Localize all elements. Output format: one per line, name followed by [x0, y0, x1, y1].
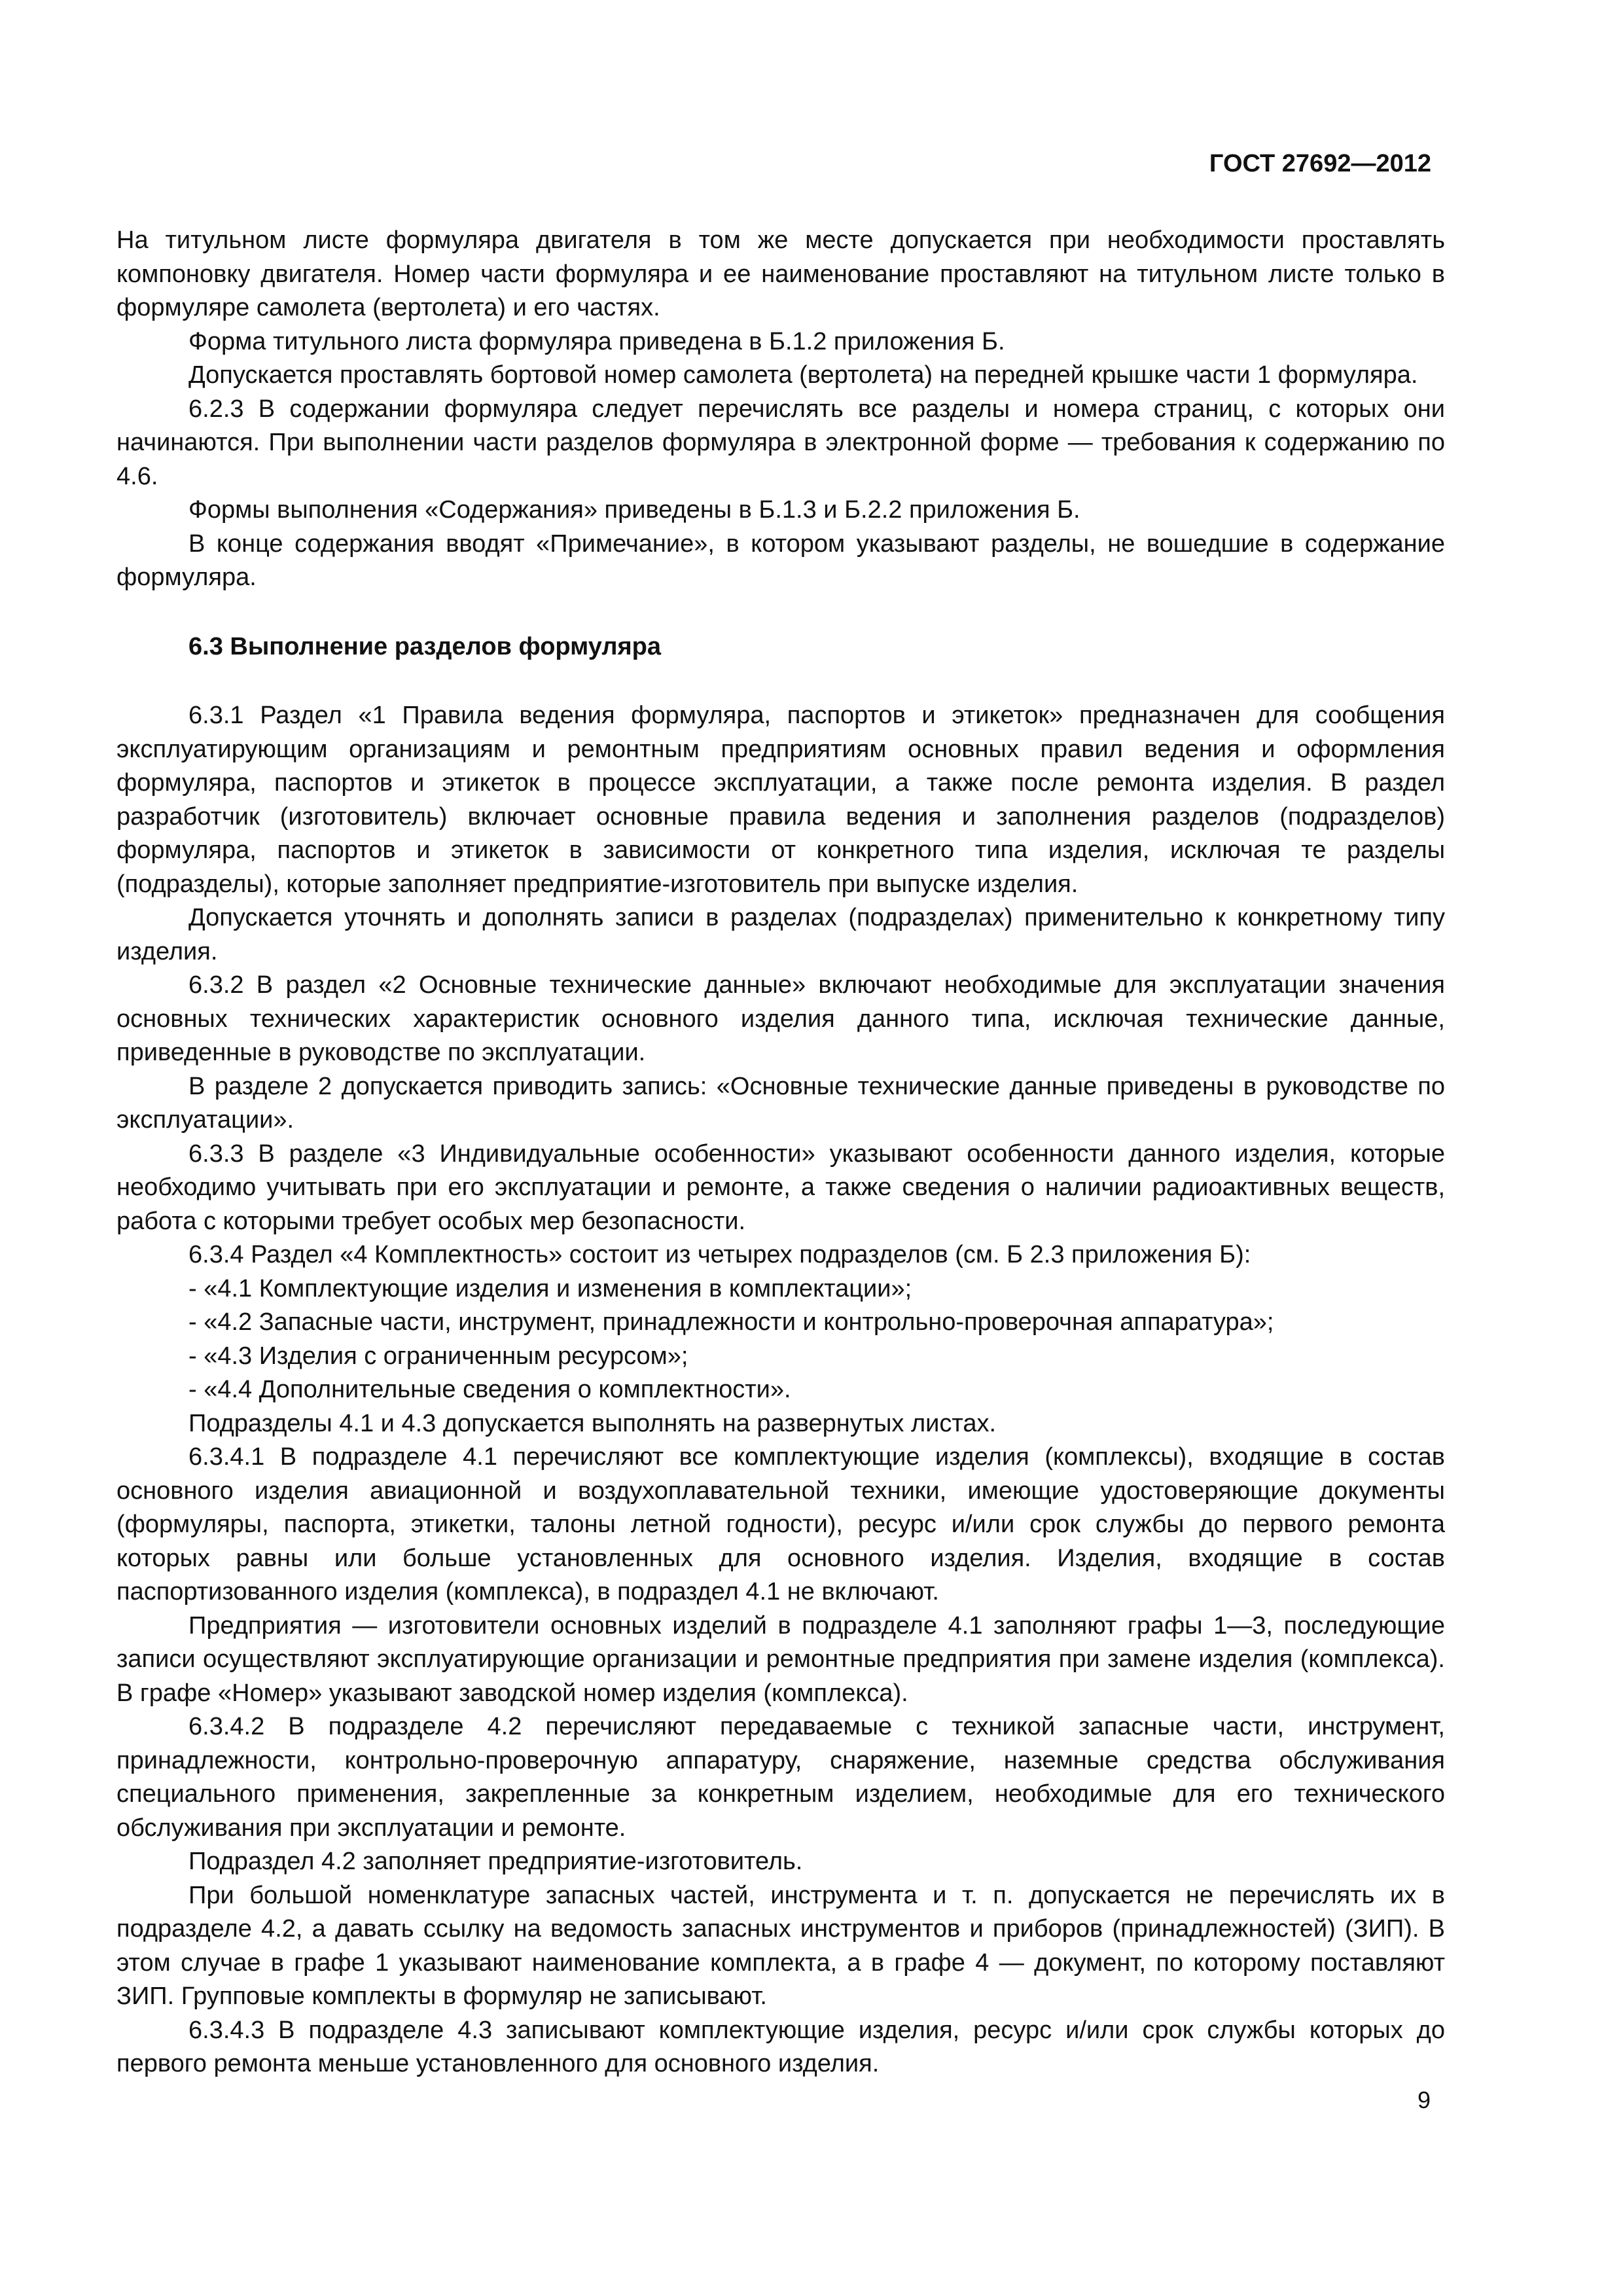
- paragraph: 6.3.4.3 В подразделе 4.3 записывают комплектующие изделия, ресурс и/или срок службы которых до первого ремонта меньше установленного для основного изделия.: [116, 2016, 1445, 2077]
- paragraph: 6.3.1 Раздел «1 Правила ведения формуляра, паспортов и этикеток» предназначен для сообщения эксплуатирующим организациям и ремонтным предприятиям основных правил ведения и оформления формуляра, паспортов и этикеток в процессе эксплуатации, а также после ремонта изделия. В раздел разработчик (изготовитель) включает основные правила ведения и заполнения разделов (подразделов) формуляра, паспортов и этикеток в зависимости от конкретного типа изделия, исключая те разделы (подразделы), которые заполняет предприятие-изготовитель при выпуске изделия.: [116, 702, 1445, 898]
- paragraph: Допускается проставлять бортовой номер самолета (вертолета) на передней крышке части 1 формуляра.: [188, 361, 1418, 389]
- paragraph: Форма титульного листа формуляра приведена в Б.1.2 приложения Б.: [188, 327, 1005, 355]
- paragraph: 6.3.4 Раздел «4 Комплектность» состоит из четырех подразделов (см. Б 2.3 приложения Б):: [188, 1241, 1251, 1268]
- paragraph: Допускается уточнять и дополнять записи в разделах (подразделах) применительно к конкретному типу изделия.: [116, 904, 1445, 965]
- document-body: [116, 224, 1445, 2081]
- paragraph: 6.3.2 В раздел «2 Основные технические данные» включают необходимые для эксплуатации значения основных технических характеристик основного изделия данного типа, исключая технические данные, приведенные в руководстве по эксплуатации.: [116, 971, 1445, 1066]
- list-item: - «4.1 Комплектующие изделия и изменения в комплектации»;: [188, 1274, 912, 1302]
- paragraph: Подразделы 4.1 и 4.3 допускается выполнять на развернутых листах.: [188, 1409, 997, 1437]
- paragraph: Предприятия — изготовители основных изделий в подразделе 4.1 заполняют графы 1—3, последующие записи осуществляют эксплуатирующие организации и ремонтные предприятия при замене изделия (комплекса). В графе «Номер» указывают заводской номер изделия (комплекса).: [116, 1611, 1445, 1707]
- paragraph: 6.3.4.1 В подразделе 4.1 перечисляют все комплектующие изделия (комплексы), входящие в состав основного изделия авиационной и воздухоплавательной техники, имеющие удостоверяющие документы (формуляры, паспорта, этикетки, талоны летной годности), ресурс и/или срок службы до первого ремонта которых равны или больше установленных для основного изделия. Изделия, входящие в состав паспортизованного изделия (комплекса), в подраздел 4.1 не включают.: [116, 1443, 1445, 1605]
- paragraph: 6.3.4.2 В подразделе 4.2 перечисляют передаваемые с техникой запасные части, инструмент, принадлежности, контрольно-проверочную аппаратуру, снаряжение, наземные средства обслуживания специального применения, закрепленные за конкретным изделием, необходимые для его технического обслуживания при эксплуатации и ремонте.: [116, 1713, 1445, 1842]
- section-heading: 6.3 Выполнение разделов формуляра: [188, 632, 662, 660]
- paragraph: В разделе 2 допускается приводить запись: «Основные технические данные приведены в руководстве по эксплуатации».: [116, 1072, 1445, 1134]
- list-item: - «4.4 Дополнительные сведения о комплектности».: [188, 1376, 791, 1403]
- paragraph: Формы выполнения «Содержания» приведены в Б.1.3 и Б.2.2 приложения Б.: [188, 496, 1080, 524]
- paragraph: На титульном листе формуляра двигателя в том же месте допускается при необходимости проставлять компоновку двигателя. Номер части формуляра и ее наименование проставляют на титульном листе только в формуляре самолета (вертолета) и его частях.: [116, 226, 1445, 321]
- list-item: - «4.2 Запасные части, инструмент, принадлежности и контрольно-проверочная аппаратура»;: [188, 1308, 1274, 1336]
- page-number: 9: [1417, 2087, 1431, 2113]
- document-code: ГОСТ 27692—2012: [1209, 150, 1431, 177]
- paragraph: Подраздел 4.2 заполняет предприятие-изготовитель.: [188, 1848, 803, 1875]
- list-item: - «4.3 Изделия с ограниченным ресурсом»;: [188, 1342, 688, 1370]
- paragraph: При большой номенклатуре запасных частей, инструмента и т. п. допускается не перечислять их в подразделе 4.2, а давать ссылку на ведомость запасных инструментов и приборов (принадлежностей) (ЗИП). В этом случае в графе 1 указывают наименование комплекта, а в графе 4 — документ, по которому поставляют ЗИП. Групповые комплекты в формуляр не записывают.: [116, 1881, 1445, 2010]
- paragraph: 6.2.3 В содержании формуляра следует перечислять все разделы и номера страниц, с которых они начинаются. При выполнении части разделов формуляра в электронной форме — требования к содержанию по 4.6.: [116, 395, 1445, 490]
- paragraph: 6.3.3 В разделе «3 Индивидуальные особенности» указывают особенности данного изделия, которые необходимо учитывать при его эксплуатации и ремонте, а также сведения о наличии радиоактивных веществ, работа с которыми требует особых мер безопасности.: [116, 1139, 1445, 1235]
- paragraph: В конце содержания вводят «Примечание», в котором указывают разделы, не вошедшие в содержание формуляра.: [116, 529, 1445, 591]
